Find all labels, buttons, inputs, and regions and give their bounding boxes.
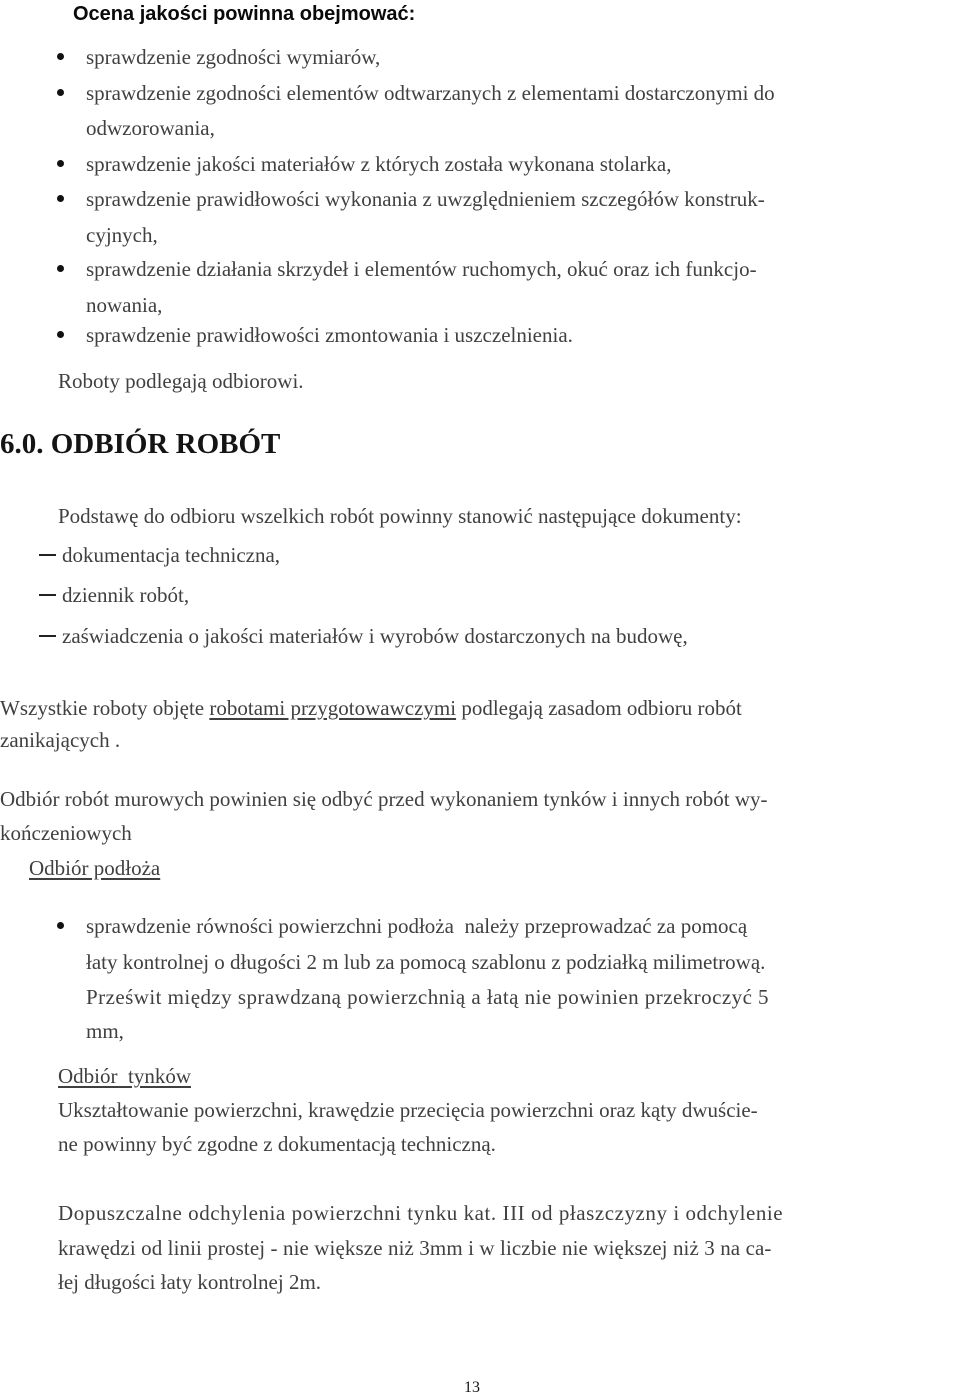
all-works-text: Wszystkie roboty objęte bbox=[0, 696, 210, 720]
quality-item-continuation: cyjnych, bbox=[86, 223, 158, 247]
page-number: 13 bbox=[464, 1379, 480, 1396]
substrate-line bbox=[86, 908, 948, 944]
all-works-paragraph-line2: zanikających . bbox=[0, 728, 121, 752]
tolerance-paragraph: łej długości łaty kontrolnej 2m. bbox=[58, 1270, 322, 1294]
substrate-line: łaty kontrolnej o długości 2 m lub za pomocą szablonu z podziałką milimetrową. bbox=[86, 950, 766, 974]
preparatory-works-link[interactable]: robotami przygotowawczymi bbox=[209, 696, 457, 720]
all-works-text: podlegają zasadom odbioru robót bbox=[456, 696, 742, 720]
dash-mark bbox=[39, 635, 56, 637]
document-list-item-text: dziennik robót, bbox=[62, 583, 190, 607]
section-title: ODBIÓR ROBÓT bbox=[50, 428, 281, 460]
masonry-paragraph: Odbiór robót murowych powinien się odbyć przed wykonaniem tynków i innych robót wy- bbox=[0, 787, 768, 811]
substrate-line: mm, bbox=[86, 1019, 124, 1043]
bullet-dot bbox=[57, 89, 64, 96]
quality-heading: Ocena jakości powinna obejmować: bbox=[73, 3, 416, 25]
quality-item: sprawdzenie prawidłowości zmontowania i uszczelnienia. bbox=[86, 323, 573, 347]
quality-item: sprawdzenie zgodności elementów odtwarzanych z elementami dostarczonymi do bbox=[86, 81, 775, 105]
quality-item-continuation: nowania, bbox=[86, 293, 163, 317]
tolerance-paragraph: krawędzi od linii prostej - nie większe niż 3mm i w liczbie nie większej niż 3 na ca- bbox=[58, 1236, 772, 1260]
quality-item-continuation: odwzorowania, bbox=[86, 116, 215, 140]
bullet-dot bbox=[57, 922, 64, 929]
quality-closing: Roboty podlegają odbiorowi. bbox=[58, 369, 304, 393]
substrate-line: Prześwit między sprawdzaną powierzchnią a łatą nie powinien przekroczyć 5 bbox=[86, 985, 769, 1009]
document-list-item bbox=[39, 577, 189, 613]
substrate-line-text: sprawdzenie równości powierzchni podłoża należy przeprowadzać za pomocą bbox=[86, 914, 748, 938]
quality-item: sprawdzenie jakości materiałów z których została wykonana stolarka, bbox=[86, 152, 672, 176]
bullet-dot bbox=[57, 265, 64, 272]
dash-mark bbox=[39, 594, 56, 596]
section-number: 6.0. bbox=[0, 428, 44, 460]
plaster-heading: Odbiór tynków bbox=[58, 1064, 191, 1088]
all-works-paragraph bbox=[0, 690, 742, 726]
dash-mark bbox=[39, 554, 56, 556]
bullet-dot bbox=[57, 53, 64, 60]
bullet-dot bbox=[57, 160, 64, 167]
section-heading bbox=[0, 424, 280, 464]
quality-item: sprawdzenie prawidłowości wykonania z uwzględnieniem szczegółów konstruk- bbox=[86, 187, 765, 211]
document-list-item-text: dokumentacja techniczna, bbox=[62, 543, 281, 567]
document-list-item bbox=[39, 618, 688, 654]
plaster-paragraph: Ukształtowanie powierzchni, krawędzie przecięcia powierzchni oraz kąty dwuście- bbox=[58, 1098, 758, 1122]
bullet-dot bbox=[57, 195, 64, 202]
quality-item: sprawdzenie zgodności wymiarów, bbox=[86, 45, 381, 69]
masonry-paragraph-line2: kończeniowych bbox=[0, 821, 132, 845]
bullet-dot bbox=[57, 331, 64, 338]
quality-item: sprawdzenie działania skrzydeł i elementów ruchomych, okuć oraz ich funkcjo- bbox=[86, 257, 757, 281]
document-list-item-text: zaświadczenia o jakości materiałów i wyrobów dostarczonych na budowę, bbox=[62, 624, 688, 648]
documents-intro: Podstawę do odbioru wszelkich robót powinny stanowić następujące dokumenty: bbox=[58, 504, 742, 528]
document-list-item bbox=[39, 537, 280, 573]
tolerance-paragraph: Dopuszczalne odchylenia powierzchni tynku kat. III od płaszczyzny i odchylenie bbox=[58, 1201, 784, 1225]
plaster-paragraph: ne powinny być zgodne z dokumentacją techniczną. bbox=[58, 1132, 496, 1156]
substrate-heading: Odbiór podłoża bbox=[29, 856, 161, 880]
